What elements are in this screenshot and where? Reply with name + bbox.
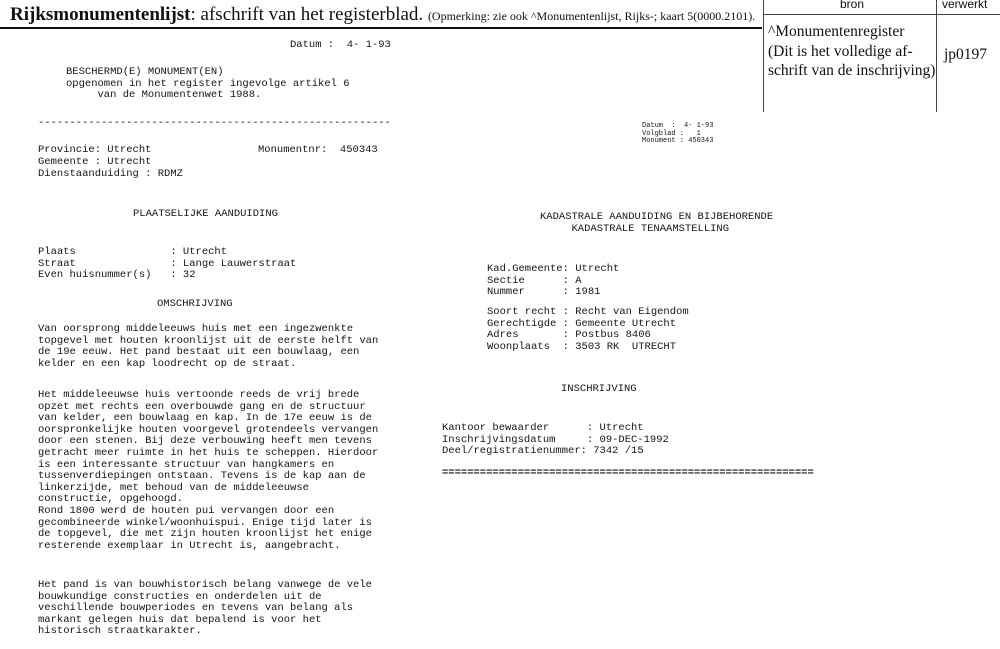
box-header-rule <box>763 14 1000 15</box>
inschrijving-title: INSCHRIJVING <box>561 383 637 395</box>
title-note: (Opmerking: zie ook ^Monumentenlijst, Rijks-; kaart 5(0000.2101). <box>427 9 756 23</box>
omschrijving-para-2: Het middeleeuwse huis vertoonde reeds de vrij brede opzet met rechts een overbouwde gang en de structuur van kelder, een bouwlaag en kap. In de 17e eeuw is de oorspronkelijke houten voorgevel grotendeels vervangen door een stenen. Bij deze verbouwing heeft men tevens getracht meer ruimte in het huis te scheppen. Hierdoor is een interessante structuur van hangkamers en tussenverdiepingen ontstaan. Tevens is de kap aan de linkerzijde, met behoud van de middeleeuwse constructie, opgehoogd. Rond 1800 werd de houten pui vervangen door een gecombineerde winkel/woonhuispui. Enige tijd later is de topgevel, die met zijn houten kroonlijst het enige resterende exemplaar in Utrecht is, aangebracht. <box>38 389 379 552</box>
address-block: Plaats : Utrecht Straat : Lange Lauwerstraat Even huisnummer(s) : 32 <box>38 246 297 282</box>
provincie: Provincie: Utrecht <box>38 144 152 156</box>
kadastrale-block-2: Soort recht : Recht van Eigendom Gerechtigde : Gemeente Utrecht Adres : Postbus 8406 Woonplaats : 3503 RK UTRECHT <box>487 306 689 353</box>
inschrijving-block: Kantoor bewaarder : Utrecht Inschrijvingsdatum : 09-DEC-1992 Deel/registratienummer: 7342 /15 <box>442 422 669 458</box>
kadastrale-block-1: Kad.Gemeente: Utrecht Sectie : A Nummer : 1981 <box>487 263 620 299</box>
omschrijving-title: OMSCHRIJVING <box>157 298 233 310</box>
omschrijving-para-1: Van oorsprong middeleeuws huis met een ingezwenkte topgevel met houten kroonlijst uit de eerste helft van de 19e eeuw. Het pand bestaat uit een bouwlaag, een kelder en een kap loodrecht op de straat. <box>38 323 379 370</box>
plaatselijke-title: PLAATSELIJKE AANDUIDING <box>133 208 278 220</box>
bron-value: ^Monumentenregister (Dit is het volledige af- schrift van de inschrijving) <box>768 23 936 79</box>
left-datum: Datum : 4- 1-93 <box>290 39 391 51</box>
monumentnr: Monumentnr: 450343 <box>258 144 378 156</box>
column-header-bron: bron <box>840 0 865 11</box>
left-heading: BESCHERMD(E) MONUMENT(EN) opgenomen in het register ingevolge artikel 6 van de Monumentenwet 1988. <box>66 66 350 102</box>
box-column-divider <box>936 0 937 112</box>
gemeente: Gemeente : Utrecht <box>38 156 152 168</box>
title-bold: Rijksmonumentenlijst <box>10 4 191 25</box>
box-left-border <box>763 0 764 112</box>
verwerkt-value: jp0197 <box>944 46 988 63</box>
left-dash-rule: -------------------------------------------------------- <box>38 117 391 129</box>
title-rest: : afschrift van het registerblad. <box>190 4 424 25</box>
header-rule <box>0 27 762 29</box>
omschrijving-para-3: Het pand is van bouwhistorisch belang vanwege de vele bouwkundige constructies en onderdelen uit de veschillende bouwperiodes en tevens van belang als markant gelegen huis dat bepalend is voor het historisch straatkarakter. <box>38 579 372 638</box>
kadastrale-title: KADASTRALE AANDUIDING EN BIJBEHORENDE KADASTRALE TENAAMSTELLING <box>540 211 774 235</box>
column-header-verwerkt: verwerkt <box>942 0 988 11</box>
document-title <box>10 4 755 26</box>
right-double-rule: =========================================================== <box>442 467 814 479</box>
right-small-header: Datum : 4- 1-93 Volgblad : 1 Monument : 450343 <box>642 122 714 146</box>
dienstaanduiding: Dienstaanduiding : RDMZ <box>38 168 183 180</box>
